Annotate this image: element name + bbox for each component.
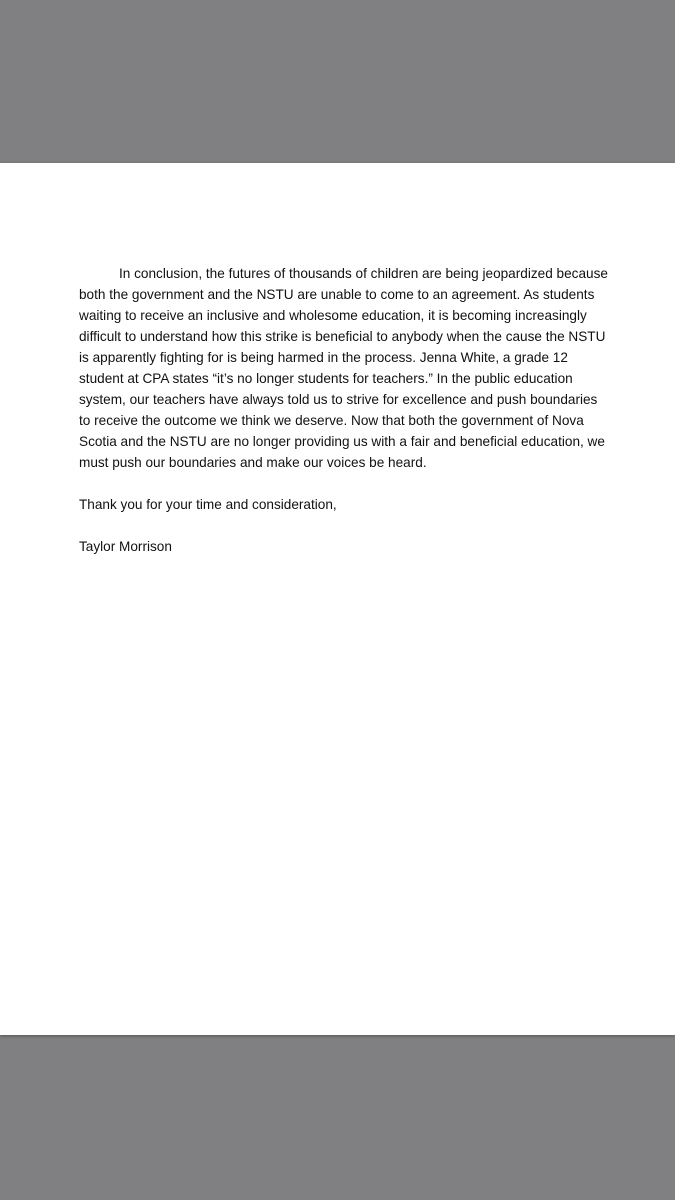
paragraph-line: is apparently fighting for is being harmed in the process. Jenna White, a grade 12 — [79, 350, 568, 365]
paragraph-line: student at CPA states “it’s no longer students for teachers.” In the public education — [79, 371, 573, 386]
paragraph-line: system, our teachers have always told us to strive for excellence and push boundaries — [79, 392, 598, 407]
document-content — [79, 263, 608, 557]
signature-name: Taylor Morrison — [79, 539, 172, 554]
paragraph-line: Scotia and the NSTU are no longer providing us with a fair and beneficial education, we — [79, 434, 605, 449]
paragraph-line: waiting to receive an inclusive and wholesome education, it is becoming increasingly — [79, 308, 587, 323]
closing-line: Thank you for your time and consideration, — [79, 497, 337, 512]
paragraph-line: to receive the outcome we think we deserve. Now that both the government of Nova — [79, 413, 584, 428]
conclusion-paragraph — [79, 263, 608, 473]
paragraph-line: In conclusion, the futures of thousands of children are being jeopardized because — [119, 266, 608, 281]
paragraph-line: must push our boundaries and make our voices be heard. — [79, 455, 427, 470]
paragraph-line: both the government and the NSTU are unable to come to an agreement. As students — [79, 287, 595, 302]
paragraph-line: difficult to understand how this strike is beneficial to anybody when the cause the NSTU — [79, 329, 606, 344]
